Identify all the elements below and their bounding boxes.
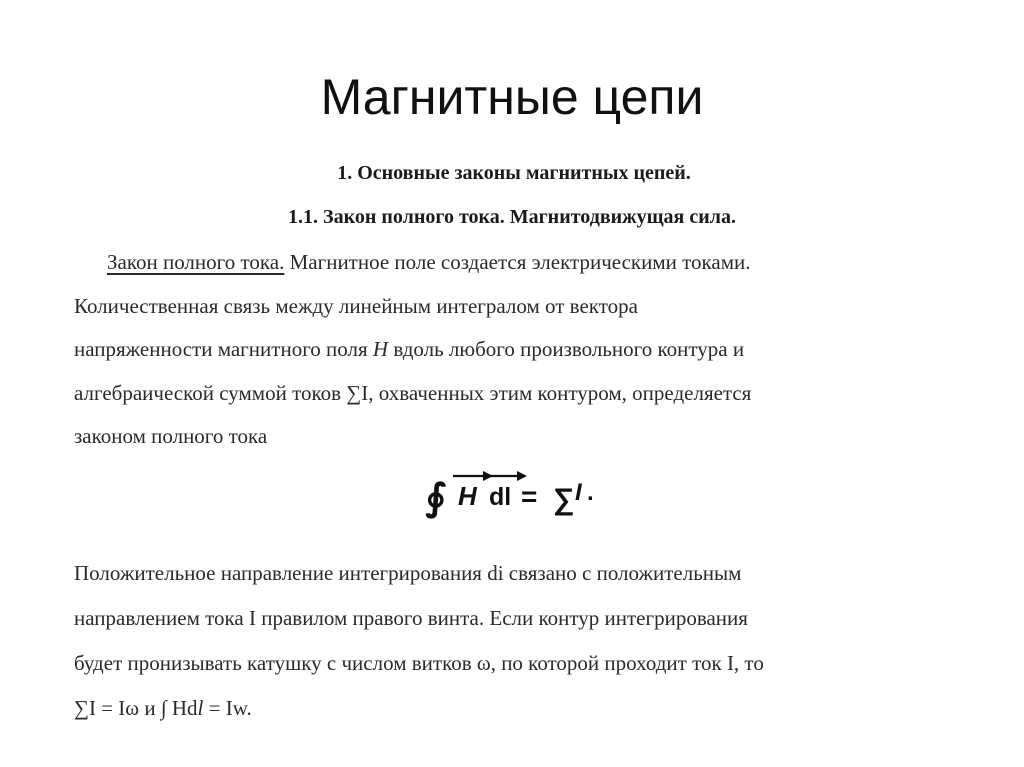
formula-period: . bbox=[587, 479, 594, 506]
line-text: Магнитное поле создается электрическими токами. bbox=[284, 250, 751, 274]
paragraph-line: Количественная связь между линейным интегралом от вектора bbox=[74, 293, 638, 318]
paragraph-line: Положительное направление интегрирования di связано с положительным bbox=[74, 561, 742, 585]
vector-dl-symbol: dl bbox=[489, 483, 512, 511]
paragraph-line: алгебраической суммой токов ∑I, охваченных этим контуром, определяется bbox=[74, 380, 752, 405]
slide-title: Магнитные цепи bbox=[320, 69, 704, 125]
line-text: = Iw. bbox=[203, 696, 252, 720]
line-text: напряженности магнитного поля bbox=[74, 337, 373, 362]
equals-sign: = bbox=[521, 481, 538, 512]
line-text: вдоль любого произвольного контура и bbox=[388, 337, 745, 362]
paragraph-line bbox=[74, 241, 954, 285]
section-heading: 1. Основные законы магнитных цепей. bbox=[337, 162, 691, 184]
field-symbol-h: H bbox=[372, 337, 389, 362]
subsection-heading: 1.1. Закон полного тока. Магнитодвижущая сила. bbox=[288, 206, 736, 228]
sum-symbol: ∑ bbox=[553, 483, 575, 516]
paragraph-integration-direction bbox=[74, 551, 954, 731]
paragraph-line bbox=[74, 328, 954, 372]
length-variable: l bbox=[197, 696, 204, 720]
arrow-head-icon bbox=[517, 471, 527, 481]
law-term: Закон полного тока. bbox=[107, 250, 285, 274]
line-text: ∑I = Iω и ∫ Hd bbox=[74, 696, 198, 720]
vector-h-symbol: H bbox=[458, 481, 477, 511]
ampere-law-formula bbox=[425, 462, 605, 524]
paragraph-line: направлением тока I правилом правого винта. Если контур интегрирования bbox=[74, 606, 748, 630]
formula-graphic bbox=[425, 462, 605, 524]
current-symbol: I bbox=[575, 479, 582, 506]
paragraph-law-description bbox=[74, 241, 954, 459]
paragraph-line: будет пронизывать катушку с числом витков ω, по которой проходит ток I, то bbox=[74, 651, 764, 675]
paragraph-line: законом полного тока bbox=[74, 424, 268, 449]
paragraph-line bbox=[74, 686, 954, 731]
contour-integral-symbol: ∮ bbox=[425, 477, 447, 519]
